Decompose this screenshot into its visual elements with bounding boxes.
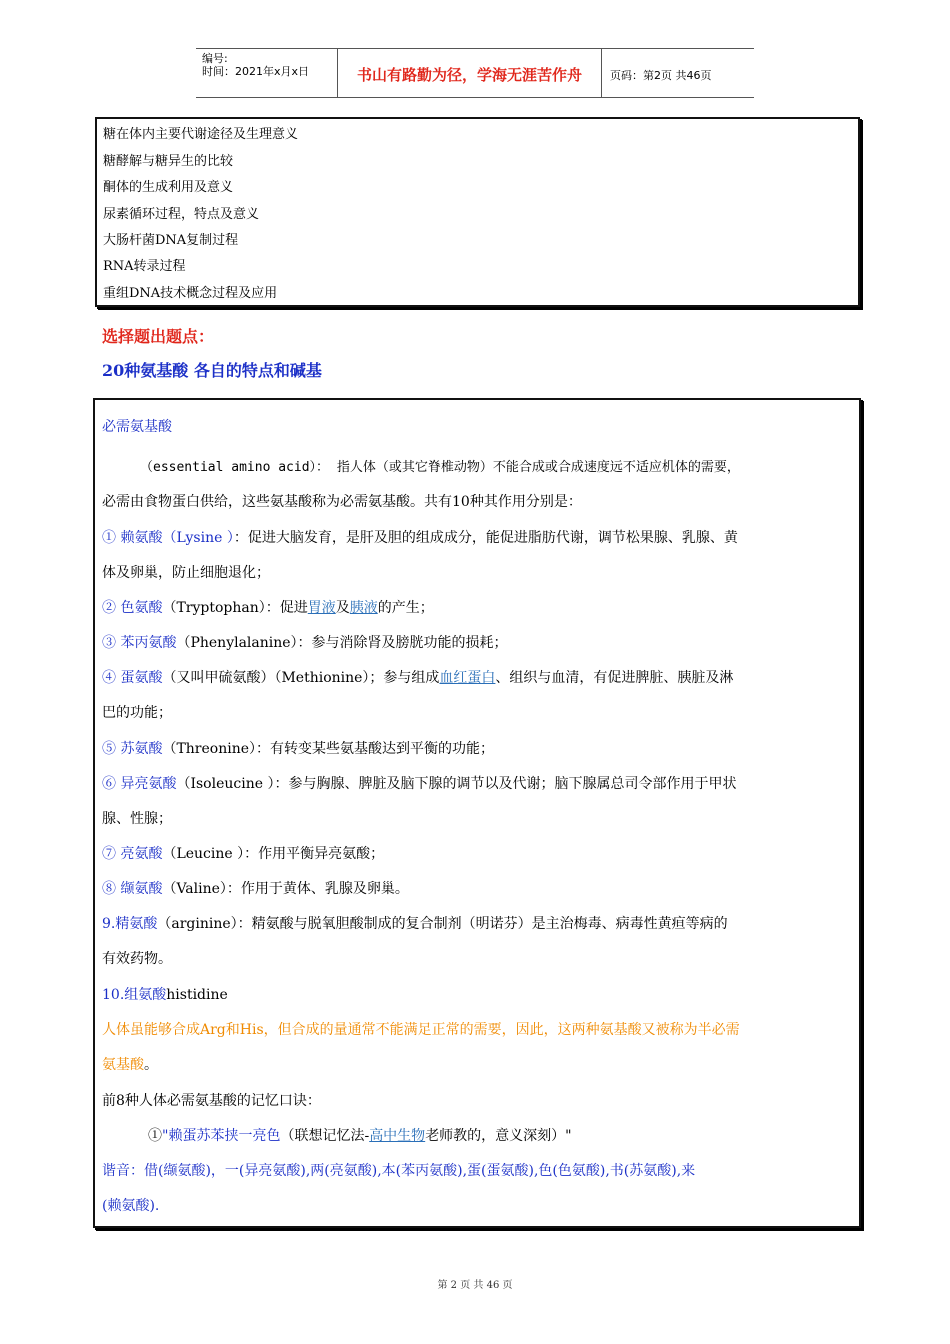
page-footer: 第 2 页 共 46 页 bbox=[437, 1280, 513, 1291]
item-arginine-cont: 有效药物。 bbox=[102, 951, 172, 967]
header-meta-cell bbox=[196, 49, 338, 97]
mnemonic-line: ①"赖蛋苏苯挟一亮色（联想记忆法-高中生物老师教的，意义深刻）" bbox=[148, 1128, 572, 1144]
item-tryptophan: ② 色氨酸（Tryptophan）：促进胃液及胰液的产生； bbox=[102, 600, 434, 616]
amino-acids-heading: 20种氨基酸 各自的特点和碱基 bbox=[102, 361, 322, 380]
topic-item: 糖酵解与糖异生的比较 bbox=[103, 154, 234, 169]
item-methionine-cont: 巴的功能； bbox=[102, 705, 172, 721]
item-leucine: ⑦ 亮氨酸（Leucine ）：作用平衡异亮氨酸； bbox=[102, 846, 385, 862]
intro-line: 必需由食物蛋白供给，这些氨基酸称为必需氨基酸。共有10种其作用分别是： bbox=[102, 494, 582, 510]
topic-item: RNA转录过程 bbox=[103, 259, 186, 274]
item-threonine: ⑤ 苏氨酸（Threonine）：有转变某些氨基酸达到平衡的功能； bbox=[102, 741, 495, 757]
topic-item: 尿素循环过程，特点及意义 bbox=[103, 207, 260, 222]
topic-item: 酮体的生成利用及意义 bbox=[103, 180, 234, 195]
homophone-line-cont: (赖氨酸). bbox=[102, 1198, 160, 1214]
item-isoleucine: ⑥ 异亮氨酸（Isoleucine ）：参与胸腺、脾脏及脑下腺的调节以及代谢；脑下腺属总司令部作用于甲状 bbox=[102, 776, 737, 792]
topic-item: 大肠杆菌DNA复制过程 bbox=[103, 233, 239, 248]
item-histidine: 10.组氨酸histidine bbox=[102, 987, 228, 1003]
link-high-school-biology[interactable]: 高中生物 bbox=[369, 1128, 426, 1144]
item-valine: ⑧ 缬氨酸（Valine）：作用于黄体、乳腺及卵巢。 bbox=[102, 881, 409, 897]
topics-box bbox=[95, 117, 860, 307]
topic-item: 糖在体内主要代谢途径及生理意义 bbox=[103, 127, 299, 142]
intro-line: （essential amino acid）： 指人体（或其它脊椎动物）不能合成或合成速度远不适应机体的需要， bbox=[140, 460, 740, 475]
time-label: 时间：2021年x月x日 bbox=[202, 65, 310, 78]
mnemonic-title: 前8种人体必需氨基酸的记忆口诀： bbox=[102, 1093, 321, 1109]
item-isoleucine-cont: 腺、性腺； bbox=[102, 811, 172, 827]
header-motto-cell bbox=[338, 49, 602, 97]
choice-topics-heading: 选择题出题点： bbox=[102, 327, 215, 346]
item-methionine: ④ 蛋氨酸（又叫甲硫氨酸）（Methionine）；参与组成血红蛋白、组织与血清，有促进脾脏、胰脏及淋 bbox=[102, 670, 734, 686]
semi-essential-note-cont: 氨基酸。 bbox=[102, 1057, 158, 1073]
motto: 书山有路勤为径，学海无涯苦作舟 bbox=[356, 66, 582, 84]
page-label: 页码：第2页 共46页 bbox=[610, 69, 712, 82]
section-title: 必需氨基酸 bbox=[102, 419, 172, 435]
link-hemoglobin[interactable]: 血红蛋白 bbox=[439, 670, 496, 686]
item-lysine: ① 赖氨酸（Lysine ）：促进大脑发育，是肝及胆的组成成分，能促进脂肪代谢，调节松果腺、乳腺、黄 bbox=[102, 530, 738, 546]
item-phenylalanine: ③ 苯丙氨酸（Phenylalanine）：参与消除肾及膀胱功能的损耗； bbox=[102, 635, 508, 651]
header-page-cell bbox=[602, 49, 754, 97]
link-gastric-juice[interactable]: 胃液 bbox=[307, 600, 336, 616]
number-label: 编号: bbox=[202, 52, 228, 65]
item-arginine: 9.精氨酸（arginine）：精氨酸与脱氧胆酸制成的复合制剂（明诺芬）是主治梅毒、病毒性黄疸等病的 bbox=[102, 916, 728, 932]
essential-amino-acids-box bbox=[93, 398, 861, 1228]
homophone-line: 谐音：借(缬氨酸)，一(异亮氨酸),两(亮氨酸),本(苯丙氨酸),蛋(蛋氨酸),色(色氨酸),书(苏氨酸),来 bbox=[102, 1163, 696, 1179]
topic-item: 重组DNA技术概念过程及应用 bbox=[103, 286, 278, 301]
item-lysine-cont: 体及卵巢，防止细胞退化； bbox=[102, 565, 270, 581]
link-pancreatic-juice[interactable]: 胰液 bbox=[349, 600, 378, 616]
semi-essential-note: 人体虽能够合成Arg和His，但合成的量通常不能满足正常的需要，因此，这两种氨基酸又被称为半必需 bbox=[102, 1022, 740, 1038]
page-header bbox=[196, 48, 754, 98]
